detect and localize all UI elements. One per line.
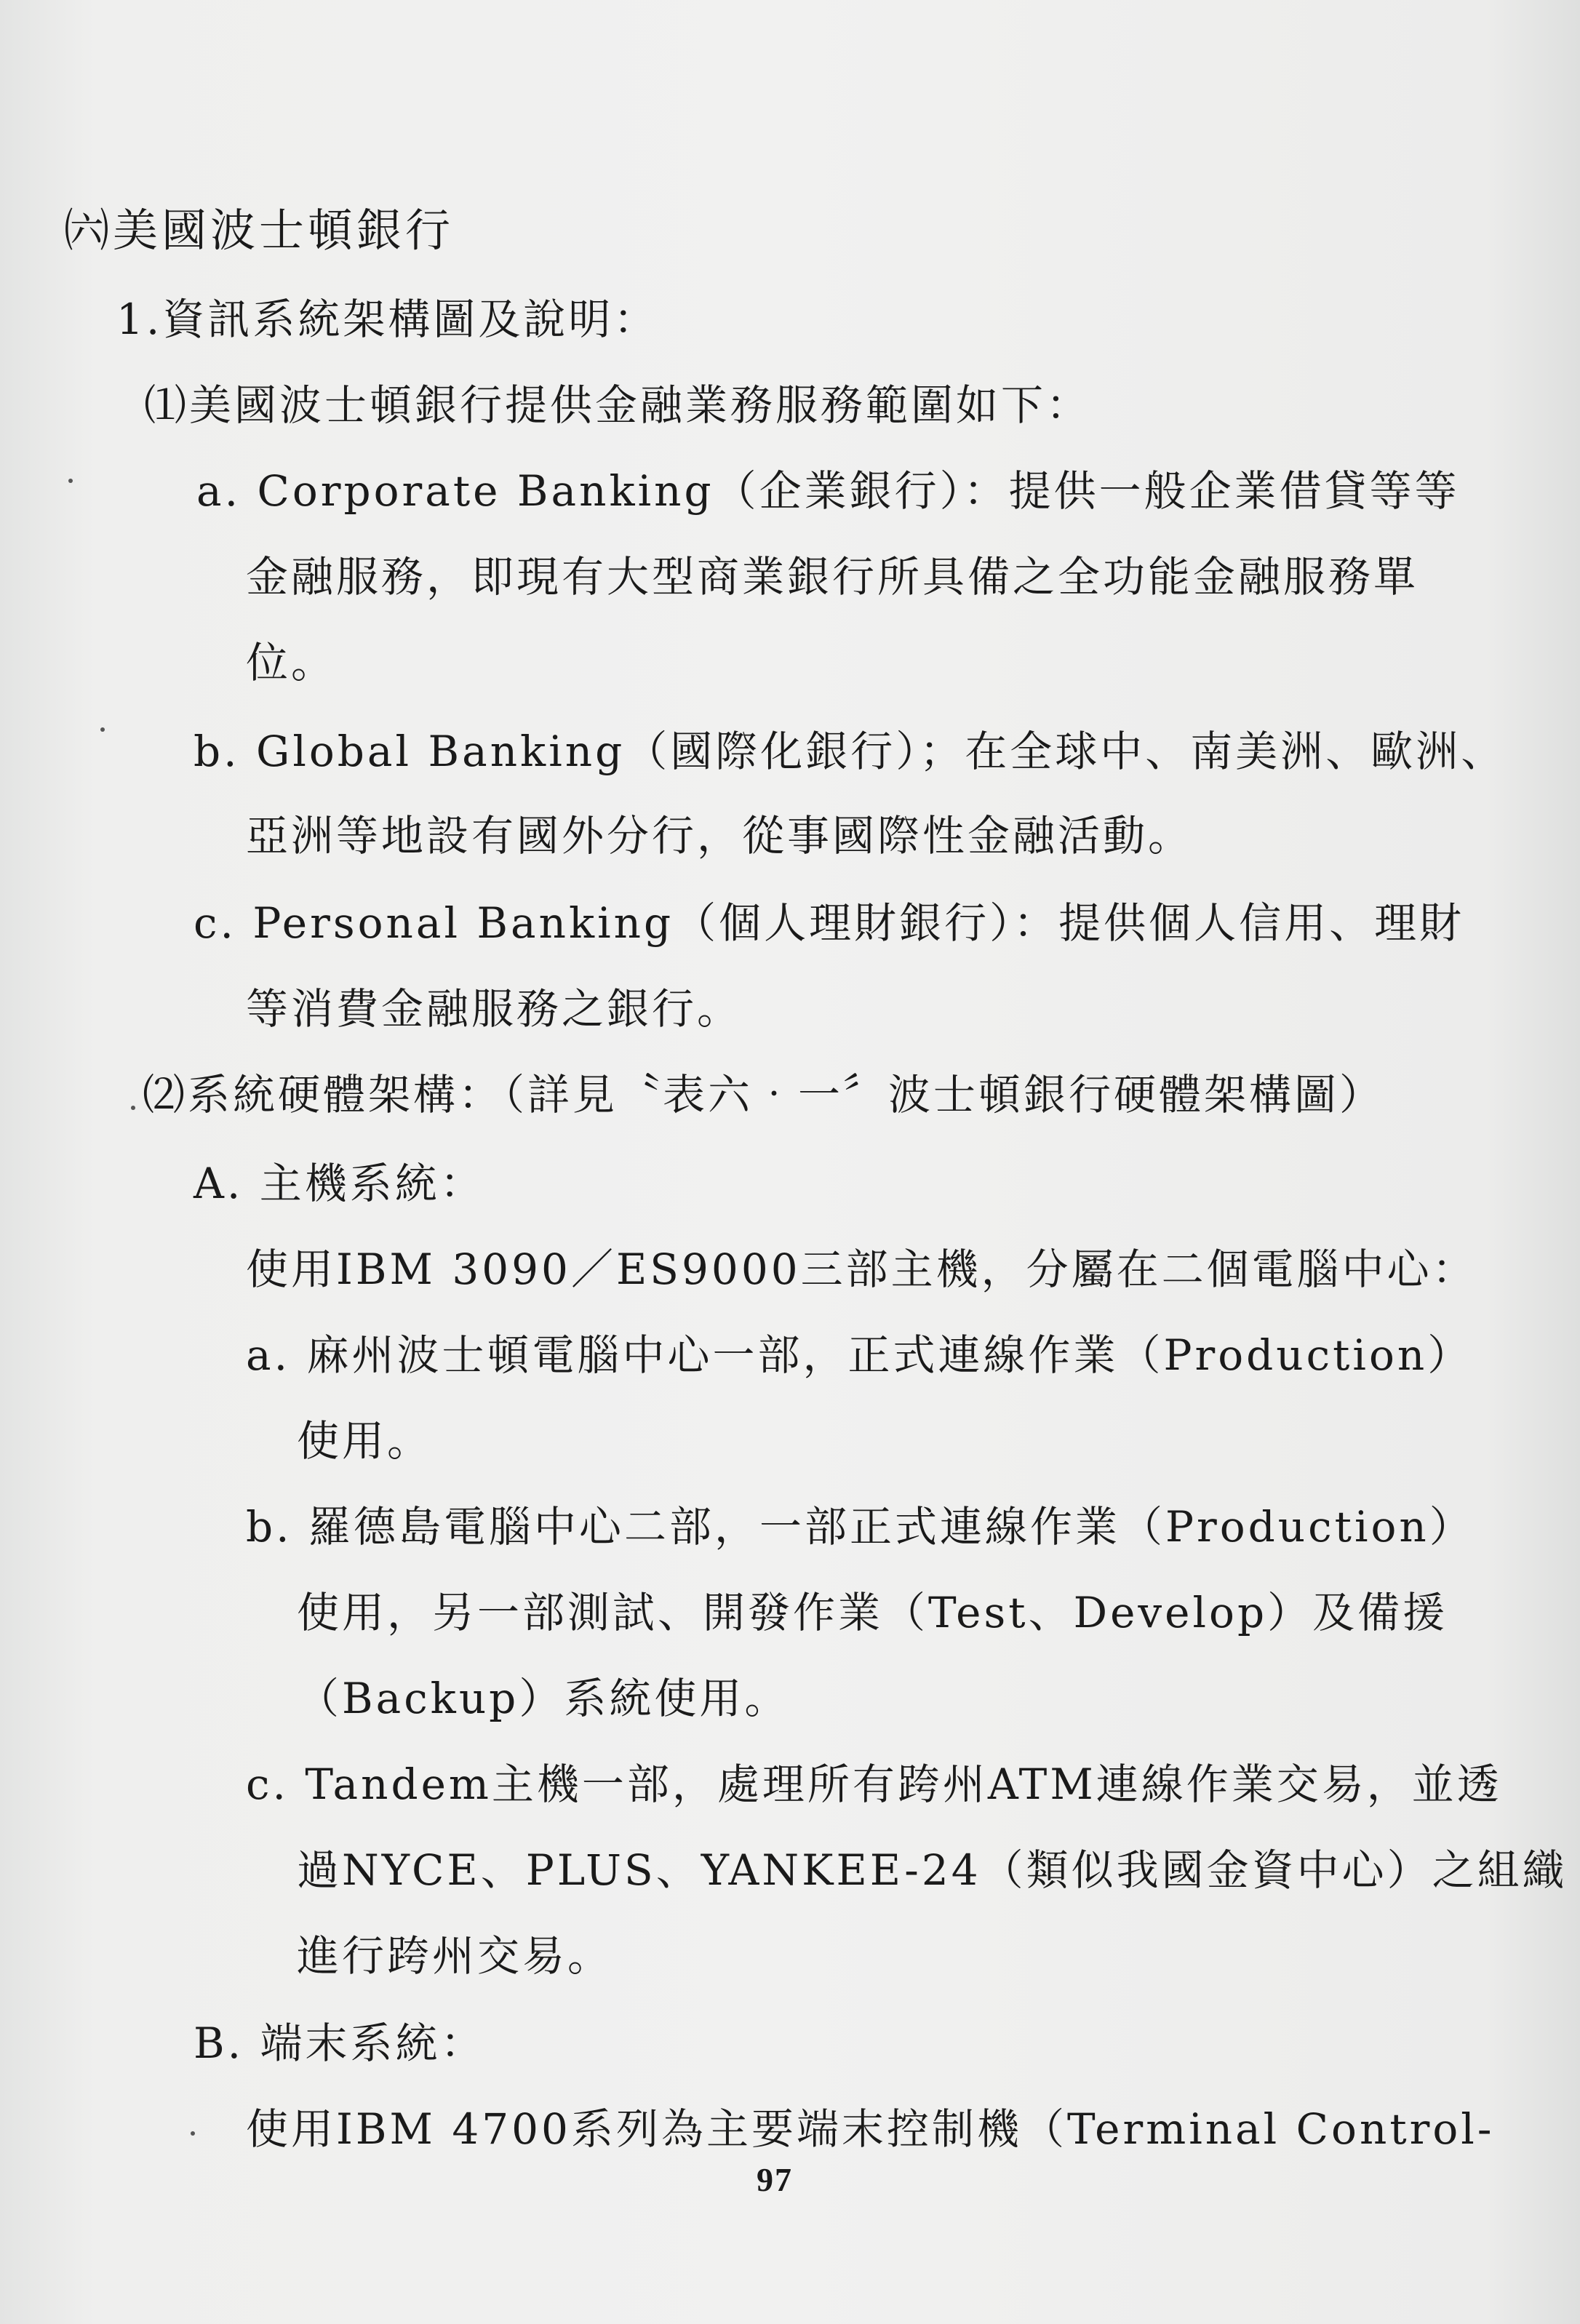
paragraph-line: 位。 [246, 638, 337, 687]
item-2-heading: ⑵系統硬體架構：（詳見〝表六‧一〞波士頓銀行硬體架構圖） [143, 1070, 1385, 1119]
paragraph-line: c. Tandem主機一部，處理所有跨州ATM連線作業交易，並透 [246, 1760, 1502, 1809]
item-1-heading: ⑴美國波士頓銀行提供金融業務服務範圍如下： [144, 380, 1092, 430]
page-number: 97 [757, 2161, 793, 2198]
paragraph-line: b. Global Banking（國際化銀行）；在全球中、南美洲、歐洲、 [193, 727, 1507, 776]
paragraph-line: c. Personal Banking（個人理財銀行）：提供個人信用、理財 [193, 898, 1465, 948]
paragraph-line: 使用IBM 3090／ES9000三部主機，分屬在二個電腦中心： [246, 1245, 1477, 1294]
section-heading: ㈥美國波士頓銀行 [64, 204, 455, 257]
paragraph-line: a. Corporate Banking（企業銀行）：提供一般企業借貸等等 [196, 466, 1460, 516]
paragraph-line: 使用IBM 4700系列為主要端末控制機（Terminal Control- [246, 2104, 1495, 2154]
paragraph-line: a. 麻州波士頓電腦中心一部，正式連線作業（Production） [246, 1330, 1473, 1380]
paragraph-line: 亞洲等地設有國外分行，從事國際性金融活動。 [246, 811, 1194, 860]
paragraph-line: 過NYCE、PLUS、YANKEE-24（類似我國金資中心）之組織 [297, 1845, 1568, 1895]
paragraph-line: 金融服務，即現有大型商業銀行所具備之全功能金融服務單 [246, 552, 1419, 602]
paragraph-line: 等消費金融服務之銀行。 [246, 984, 743, 1034]
subsection-heading: 1.資訊系統架構圖及說明： [116, 295, 659, 344]
paragraph-line: 使用。 [297, 1416, 433, 1466]
scan-speck [191, 2131, 195, 2136]
subsection-a-heading: A. 主機系統： [193, 1159, 485, 1208]
paragraph-line: 進行跨州交易。 [297, 1931, 613, 1981]
paragraph-line: b. 羅德島電腦中心二部，一部正式連線作業（Production） [246, 1502, 1475, 1552]
paragraph-line: 使用，另一部測試、開發作業（Test、Develop）及備援 [297, 1588, 1448, 1637]
subsection-b-heading: B. 端末系統： [193, 2018, 486, 2068]
paragraph-line: （Backup）系統使用。 [297, 1674, 790, 1723]
scan-speck [100, 727, 105, 732]
scan-speck [68, 479, 73, 483]
scan-speck [131, 1106, 135, 1110]
